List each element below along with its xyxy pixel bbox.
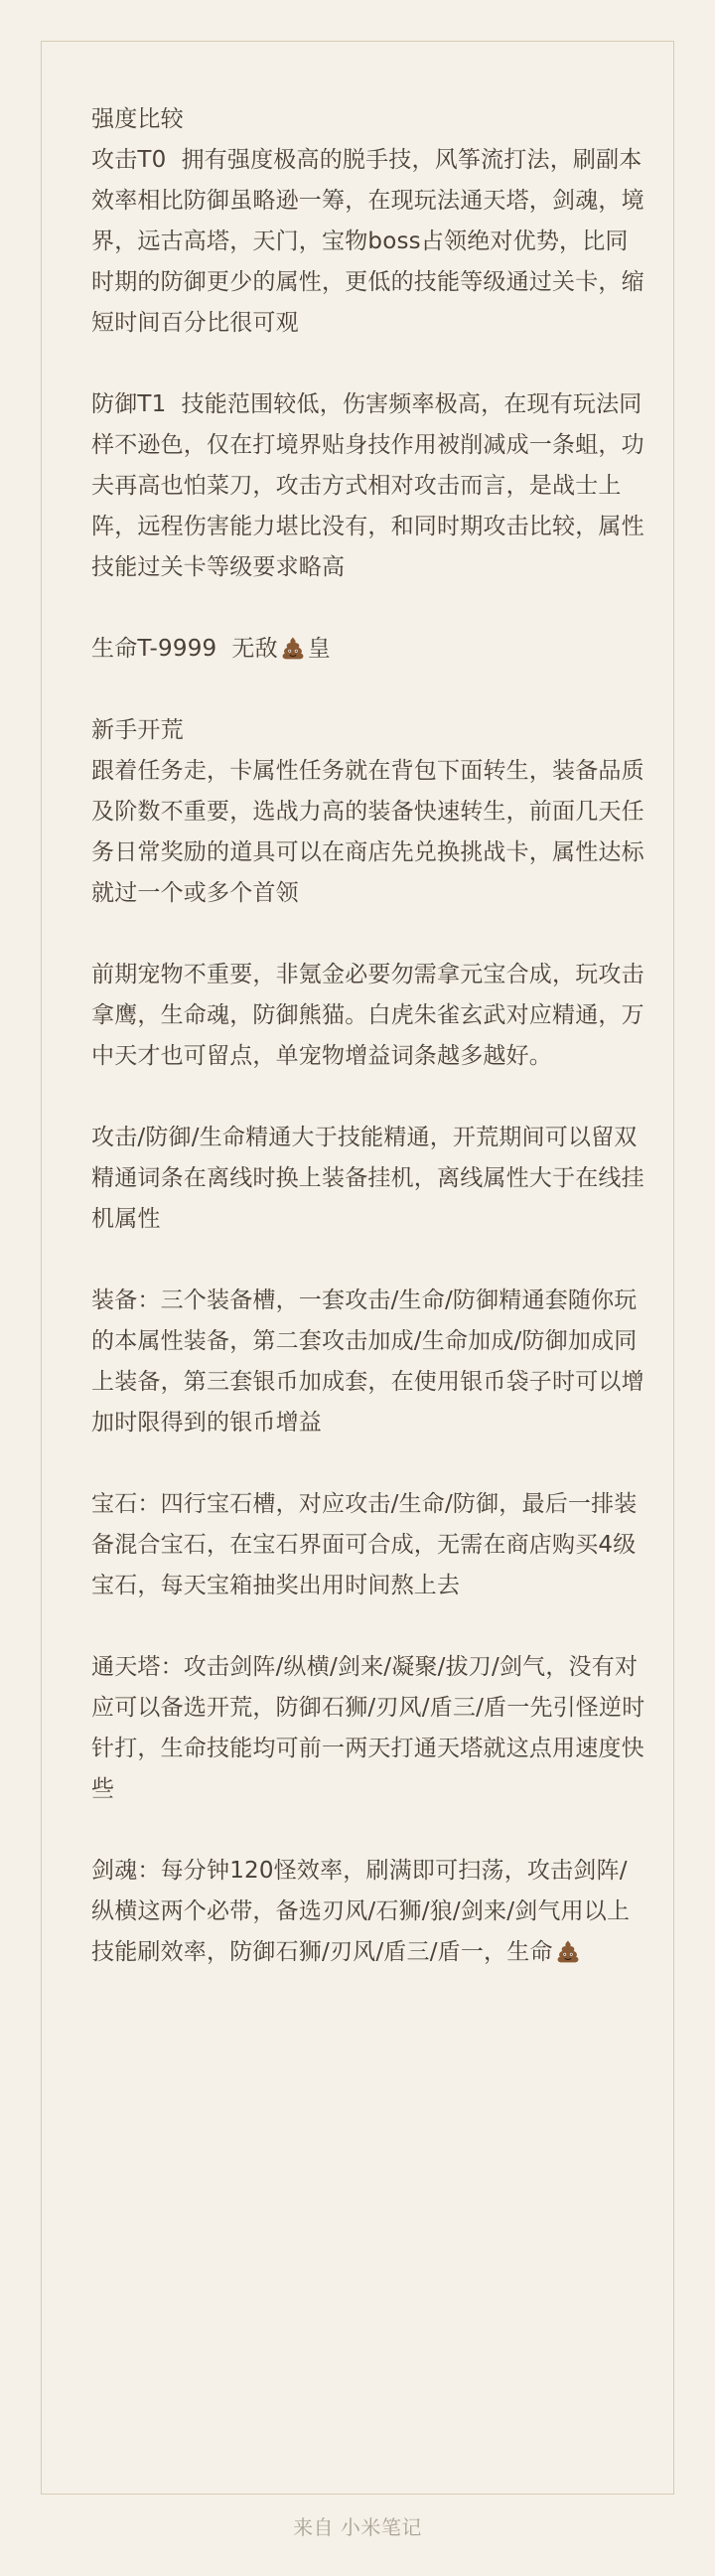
frame-corner-bottom-left <box>41 2476 60 2495</box>
frame-corner-top-right <box>655 41 674 60</box>
frame-corner-top-left <box>41 41 60 60</box>
poop-icon <box>280 635 306 661</box>
life-text-prefix: 生命T-9999 无敌 <box>91 636 278 662</box>
tower-paragraph: 通天塔：攻击剑阵/纵横/剑来/凝聚/拔刀/剑气，没有对应可以备选开荒，防御石狮/刃风/盾三/盾一先引怪逆时针打，生命技能均可前一两天打通天塔就这点用速度快些 <box>91 1654 645 1802</box>
life-text-suffix: 皇 <box>307 636 331 662</box>
soul-paragraph <box>91 1851 647 1973</box>
mastery-paragraph: 攻击/防御/生命精通大于技能精通，开荒期间可以留双精通词条在离线时换上装备挂机，离线属性大于在线挂机属性 <box>91 1125 644 1232</box>
pets-paragraph: 前期宠物不重要，非氪金必要勿需拿元宝合成，玩攻击拿鹰，生命魂，防御熊猫。白虎朱雀玄武对应精通，万中天才也可留点，单宠物增益词条越多越好。 <box>91 962 644 1069</box>
newbie-title: 新手开荒 <box>91 717 184 743</box>
frame-corner-bottom-right <box>655 2476 674 2495</box>
life-paragraph <box>91 629 647 670</box>
equipment-paragraph: 装备：三个装备槽，一套攻击/生命/防御精通套随你玩的本属性装备，第二套攻击加成/生命加成/防御加成同上装备，第三套银币加成套，在使用银币袋子时可以增加时限得到的银币增益 <box>91 1288 644 1436</box>
source-footer: 来自 小米笔记 <box>293 2515 422 2539</box>
soul-text: 剑魂：每分钟120怪效率，刷满即可扫荡，攻击剑阵/纵横这两个必带，备选刃风/石狮/狼/剑来/剑气用以上技能刷效率，防御石狮/刃风/盾三/盾一，生命 <box>91 1858 631 1965</box>
attack-t0-paragraph: 攻击T0 拥有强度极高的脱手技，风筝流打法，刷副本效率相比防御虽略逊一筹，在现玩法通天塔，剑魂，境界，远古高塔，天门，宝物boss占领绝对优势，比同时期的防御更少的属性，更低的技能等级通过关卡，缩短时间百分比很可观 <box>91 147 644 336</box>
strength-title: 强度比较 <box>91 106 184 132</box>
poop-icon <box>555 1938 581 1964</box>
note-content <box>91 99 647 2014</box>
gems-paragraph: 宝石：四行宝石槽，对应攻击/生命/防御，最后一排装备混合宝石，在宝石界面可合成，无需在商店购买4级宝石，每天宝箱抽奖出用时间熬上去 <box>91 1491 638 1598</box>
defense-t1-paragraph: 防御T1 技能范围较低，伤害频率极高，在现有玩法同样不逊色，仅在打境界贴身技作用被削减成一条蛆，功夫再高也怕菜刀，攻击方式相对攻击而言，是战士上阵，远程伤害能力堪比没有，和同时期攻击比较，属性技能过关卡等级要求略高 <box>91 391 644 580</box>
newbie-paragraph: 跟着任务走，卡属性任务就在背包下面转生，装备品质及阶数不重要，选战力高的装备快速转生，前面几天任务日常奖励的道具可以在商店先兑换挑战卡，属性达标就过一个或多个首领 <box>91 758 644 906</box>
